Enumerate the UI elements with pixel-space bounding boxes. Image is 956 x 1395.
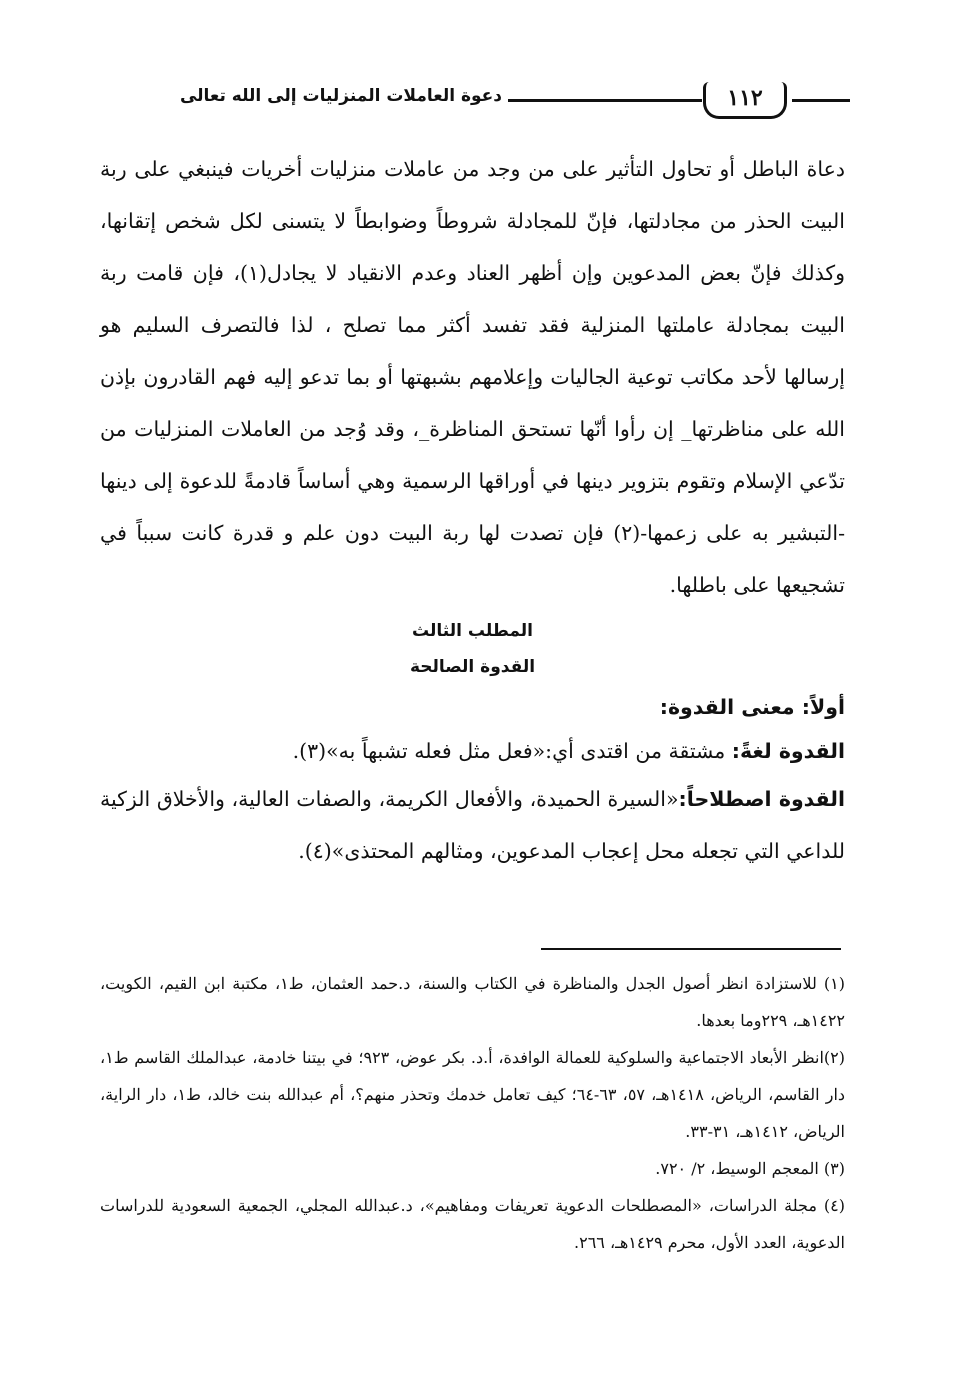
footnote: (٣) المعجم الوسيط، ٢/ ٧٢٠. (655, 1159, 845, 1178)
header-rule (508, 99, 702, 102)
lexical-text: مشتقة من اقتدى أي:«فعل مثل فعله تشبهاً به»(٣). (292, 739, 732, 763)
page-header (92, 82, 852, 122)
section-subheading: القدوة الصالحة (409, 657, 536, 677)
footnote: (٤) مجلة الدراسات، «المصطلحات الدعوية تعريفات ومفاهيم»، د.عبدالله المجلي، الجمعية السعودية للدراسات الدعوية، العدد الأول، محرم ١٤٢٩هـ، ٢٦٦. (100, 1196, 845, 1252)
lexical-lead: القدوة لغةً: (731, 739, 845, 763)
section-heading: المطلب الثالث (412, 621, 533, 641)
technical-lead: القدوة اصطلاحاً: (678, 787, 846, 811)
footnote: (٢)انظر الأبعاد الاجتماعية والسلوكية للعمالة الوافدة، أ.د. بكر عوض، ٩٢٣؛ في بيتنا خادمة، عبدالملك القاسم ط١، دار القاسم، الرياض، ١٤١٨هـ، ٥٧، ٦٣-٦٤؛ كيف تعامل خدمك وتحذر منهم؟، أم عبدالله بنت خالد، ط١، دار الراية، الرياض، ١٤١٢هـ، ٣١-٣٣. (100, 1048, 846, 1141)
page-number: ١١٢ (703, 82, 787, 119)
footnotes (100, 965, 845, 1261)
footnote-separator (541, 948, 841, 950)
footnote: (١) للاستزادة انظر أصول الجدل والمناظرة في الكتاب والسنة، د.حمد العثمان، ط١، مكتبة ابن القيم، الكويت، ١٤٢٢هـ، ٢٢٩وما بعدها. (100, 974, 846, 1030)
running-title: دعوة العاملات المنزليات إلى الله تعالى (179, 86, 502, 106)
lexical-definition (100, 729, 845, 773)
main-text (100, 143, 845, 877)
header-rule (792, 99, 850, 102)
body-paragraph: دعاة الباطل أو تحاول التأثير على من وجد من عاملات منزليات أخريات فينبغي على ربة البيت الحذر من مجادلتها، فإنّ للمجادلة شروطاً وضوابطاً لا يتسنى لكل شخص إتقانها، وكذلك فإنّ بعض المدعوين وإن أظهر العناد وعدم الانقياد لا يجادل(١)، فإن قامت ربة البيت بمجادلة عاملتها المنزلية فقد تفسد أكثر مما تصلح ، لذا فالتصرف السليم هو إرسالها لأحد مكاتب توعية الجاليات وإعلامهم بشبهتها أو بما تدعو إليه فهم القادرون بإذن الله على مناظرتها_ إن رأوا أنّها تستحق المناظرة_، وقد وُجد من العاملات المنزليات من تدّعي الإسلام وتقوم بتزوير دينها في أوراقها الرسمية وهي أساساً قادمةً للدعوة إلى دينها -التبشير به على زعمها-(٢) فإن تصدت لها ربة البيت دون علم و قدرة كانت سبباً في تشجيعها على باطلها. (100, 157, 845, 597)
technical-definition (100, 773, 845, 877)
point-heading: أولاً: معنى القدوة: (659, 695, 845, 719)
technical-text: «السيرة الحميدة، والأفعال الكريمة، والصفات العالية، والأخلاق الزكية للداعي التي تجعله محل إعجاب المدعوين، ومثالهم المحتذى»(٤). (100, 787, 845, 863)
